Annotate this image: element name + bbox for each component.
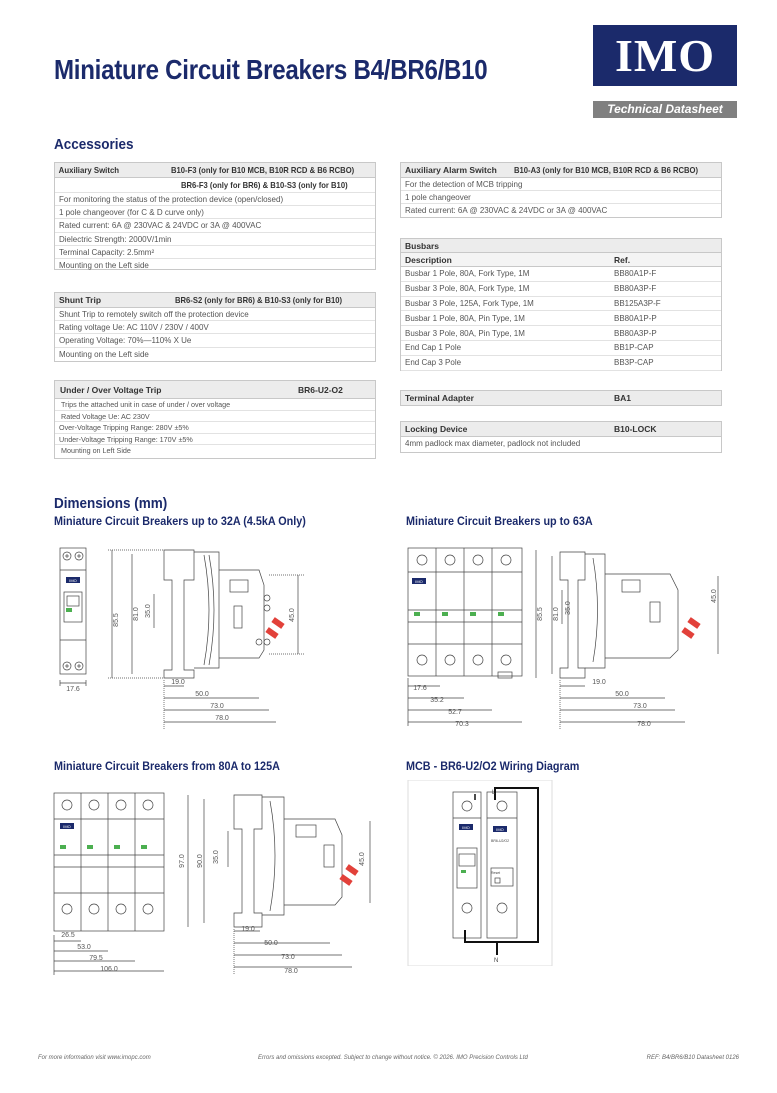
aux-switch-box <box>54 162 376 270</box>
busbar-row <box>401 297 721 312</box>
aux-alarm-line: 1 pole changeover <box>401 191 721 204</box>
d3-dim-label: 106.0 <box>100 966 118 973</box>
d3-dim-label: 79.5 <box>89 955 103 962</box>
aux-alarm-box <box>400 162 722 218</box>
d2-drawing <box>400 540 740 740</box>
accessories-heading: Accessories <box>54 136 134 153</box>
busbar-ref: BB80A3P-P <box>614 328 657 338</box>
d3-front-logo: IMO <box>63 824 71 829</box>
shunt-trip-line: Operating Voltage: 70%—110% X Ue <box>55 334 375 347</box>
busbar-row <box>401 267 721 282</box>
page-title: Miniature Circuit Breakers B4/BR6/B10 <box>54 54 488 85</box>
under-over-line: Under-Voltage Tripping Range: 170V ±5% <box>55 434 375 446</box>
locking-device-box <box>400 421 722 453</box>
dimensions-heading: Dimensions (mm) <box>54 495 168 512</box>
busbar-desc: End Cap 1 Pole <box>405 343 462 353</box>
d2-dim-label: 35.2 <box>430 697 444 704</box>
d1-title: Miniature Circuit Breakers up to 32A (4.5kA Only) <box>54 514 306 528</box>
aux-alarm-line: Rated current: 6A @ 230VAC & 24VDC or 3A @ 400VAC <box>405 206 608 216</box>
d1-dim-label: 45.0 <box>289 608 296 622</box>
busbar-ref: BB3P-CAP <box>614 358 654 368</box>
busbar-row <box>401 356 721 371</box>
footer-website: For more information visit www.imopc.com <box>38 1055 151 1061</box>
d1-front-logo: IMO <box>69 578 77 583</box>
d3-dim-label: 97.0 <box>179 854 186 868</box>
busbar-desc: Busbar 3 Pole, 80A, Pin Type, 1M <box>405 328 525 338</box>
d1-dim-label: 85.5 <box>113 613 120 627</box>
aux-switch-line: For monitoring the status of the protection device (open/closed) <box>55 193 375 206</box>
locking-device-ref: B10-LOCK <box>614 424 657 434</box>
d4-title: MCB - BR6-U2/O2 Wiring Diagram <box>406 759 580 773</box>
aux-switch-line: Dielectric Strength: 2000V/1min <box>55 233 375 246</box>
under-over-line: Over-Voltage Tripping Range: 280V ±5% <box>55 422 375 434</box>
d2-front-logo: IMO <box>415 579 423 584</box>
aux-alarm-line: For the detection of MCB tripping <box>401 178 721 191</box>
aux-switch-line: Mounting on the Left side <box>59 260 149 270</box>
d4-module-logo: IMO <box>496 827 504 832</box>
d2-dim-label: 19.0 <box>592 679 606 686</box>
d2-dim-label: 17.6 <box>413 685 427 692</box>
d4-neutral-label: N <box>494 958 499 964</box>
d3-title: Miniature Circuit Breakers from 80A to 125A <box>54 759 280 773</box>
d4-reset-label: Reset <box>491 871 501 875</box>
shunt-trip-line: Mounting on the Left side <box>59 349 149 359</box>
footer-disclaimer: Errors and omissions excepted. Subject to change without notice. © 2026. IMO Precision Controls Ltd <box>258 1055 528 1061</box>
busbar-row <box>401 341 721 356</box>
under-over-label: Under / Over Voltage Trip <box>60 384 162 395</box>
terminal-adapter-box <box>400 390 722 406</box>
busbar-desc: Busbar 3 Pole, 125A, Fork Type, 1M <box>405 298 534 308</box>
aux-switch-code-2: BR6-F3 (only for BR6) & B10-S3 (only for B10) <box>181 180 348 190</box>
d3-dim-label: 45.0 <box>359 852 366 866</box>
d2-dim-label: 81.0 <box>553 607 560 621</box>
d1-dim-label: 73.0 <box>210 703 224 710</box>
d2-dim-label: 52.7 <box>448 709 462 716</box>
d1-drawing <box>54 540 384 740</box>
d3-dim-label: 90.0 <box>197 854 204 868</box>
d1-dim-label: 78.0 <box>215 715 229 722</box>
d1-dim-label: 50.0 <box>195 691 209 698</box>
d4-module-model: BR6-U2/O2 <box>491 839 510 843</box>
busbar-desc: Busbar 1 Pole, 80A, Pin Type, 1M <box>405 313 525 323</box>
d4-mcb-logo: IMO <box>462 825 470 830</box>
d3-dim-label: 35.0 <box>213 850 220 864</box>
busbar-ref: BB1P-CAP <box>614 343 654 353</box>
aux-switch-line: Rated current: 6A @ 230VAC & 24VDC or 3A @ 400VAC <box>55 219 375 232</box>
d3-dim-label: 73.0 <box>281 954 295 961</box>
shunt-trip-code: BR6-S2 (only for BR6) & B10-S3 (only for B10) <box>175 295 343 305</box>
d2-dim-label: 70.3 <box>455 721 469 728</box>
d3-dim-label: 50.0 <box>264 940 278 947</box>
datasheet-badge: Technical Datasheet <box>593 101 737 118</box>
under-over-line: Mounting on Left Side <box>61 446 131 456</box>
busbar-ref: BB80A1P-F <box>614 269 657 279</box>
busbar-rows <box>401 267 721 371</box>
busbar-desc: Busbar 1 Pole, 80A, Fork Type, 1M <box>405 269 530 279</box>
d1-dim-label: 19.0 <box>171 679 185 686</box>
busbars-col-desc: Description <box>405 254 452 265</box>
locking-device-line: 4mm padlock max diameter, padlock not included <box>405 439 581 448</box>
d1-dim-label: 81.0 <box>133 607 140 621</box>
busbar-row <box>401 326 721 341</box>
busbars-box <box>400 238 722 371</box>
d2-dim-label: 85.5 <box>537 607 544 621</box>
d4-line-label: L <box>492 790 496 796</box>
locking-device-label: Locking Device <box>405 424 468 434</box>
d2-dim-label: 50.0 <box>615 691 629 698</box>
shunt-trip-line: Shunt Trip to remotely switch off the protection device <box>55 308 375 321</box>
d3-dim-label: 78.0 <box>284 968 298 975</box>
under-over-line: Trips the attached unit in case of under / over voltage <box>55 399 375 411</box>
busbars-label: Busbars <box>401 239 721 253</box>
busbar-ref: BB125A3P-F <box>614 298 661 308</box>
busbar-row <box>401 311 721 326</box>
busbar-row <box>401 282 721 297</box>
busbar-ref: BB80A3P-F <box>614 284 657 294</box>
under-over-code: BR6-U2-O2 <box>298 384 343 395</box>
footer-ref: REF: B4/BR6/B10 Datasheet 0126 <box>646 1055 739 1061</box>
imo-logo: IMO <box>593 25 737 86</box>
d2-dim-label: 78.0 <box>637 721 651 728</box>
d2-title: Miniature Circuit Breakers up to 63A <box>406 514 593 528</box>
busbar-desc: Busbar 3 Pole, 80A, Fork Type, 1M <box>405 284 530 294</box>
d3-dim-label: 19.0 <box>241 926 255 933</box>
terminal-adapter-ref: BA1 <box>614 393 632 403</box>
d2-dim-label: 35.0 <box>565 601 572 615</box>
terminal-adapter-label: Terminal Adapter <box>405 393 474 403</box>
shunt-trip-line: Rating voltage Ue: AC 110V / 230V / 400V <box>55 321 375 334</box>
under-over-line: Rated Voltage Ue: AC 230V <box>55 411 375 423</box>
busbar-ref: BB80A1P-P <box>614 313 657 323</box>
d4-wiring-diagram <box>405 780 555 966</box>
d3-dim-label: 53.0 <box>77 944 91 951</box>
d1-dim-label: 17.6 <box>66 686 80 693</box>
aux-switch-code-1: B10-F3 (only for B10 MCB, B10R RCD & B6 RCBO) <box>171 165 355 175</box>
shunt-trip-box <box>54 292 376 362</box>
under-over-voltage-box <box>54 380 376 459</box>
d3-drawing <box>50 785 380 980</box>
aux-alarm-label: Auxiliary Alarm Switch <box>405 165 497 175</box>
d3-dim-label: 26.5 <box>61 932 75 939</box>
aux-switch-line: 1 pole changeover (for C & D curve only) <box>55 206 375 219</box>
shunt-trip-label: Shunt Trip <box>59 295 102 305</box>
busbar-desc: End Cap 3 Pole <box>405 358 462 368</box>
d2-dim-label: 73.0 <box>633 703 647 710</box>
aux-switch-line: Terminal Capacity: 2.5mm² <box>55 246 375 259</box>
d1-dim-label: 35.0 <box>145 604 152 618</box>
busbars-col-ref: Ref. <box>614 254 631 265</box>
aux-alarm-code: B10-A3 (only for B10 MCB, B10R RCD & B6 RCBO) <box>514 165 699 175</box>
aux-switch-label: Auxiliary Switch <box>58 165 120 175</box>
d2-dim-label: 45.0 <box>711 589 718 603</box>
